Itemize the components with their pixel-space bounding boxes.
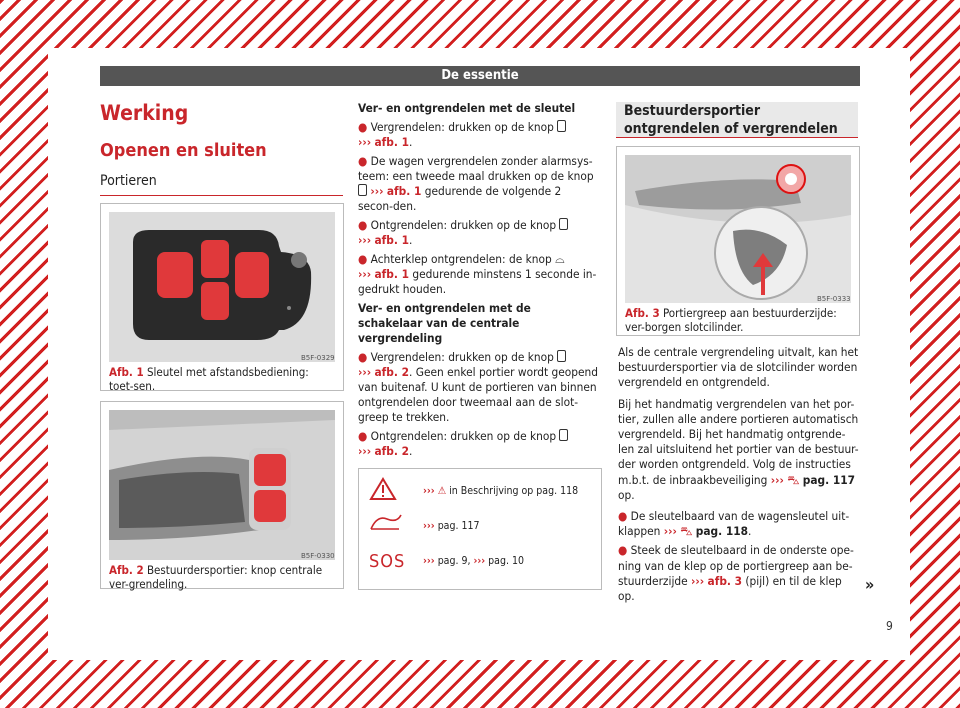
figure-2 bbox=[100, 401, 344, 589]
xref-link[interactable]: afb. 1 bbox=[386, 184, 422, 198]
paragraph-1: Als de centrale vergrendeling uitvalt, kan het bestuurdersportier via de slotcilinder worden vergrendeld en ontgrendeld. bbox=[618, 345, 859, 390]
continue-arrow-icon: » bbox=[865, 575, 875, 594]
figure-1-caption-text: Sleutel met afstandsbediening: toet-sen. bbox=[109, 365, 309, 393]
subsection-title: Portieren bbox=[100, 173, 157, 189]
figure-2-caption-text: Bestuurdersportier: knop centrale ver-grendeling. bbox=[109, 563, 323, 591]
tailgate-icon: ⌓ bbox=[555, 252, 565, 266]
page-number: 9 bbox=[886, 619, 893, 633]
xref-arrow: ››› bbox=[358, 365, 372, 379]
lock-key-icon bbox=[557, 350, 566, 362]
xref-arrow: ››› bbox=[663, 524, 677, 539]
paragraph-2: Bij het handmatig vergrendelen van het por-tier, zullen alle andere portieren automatisch vergrendeld. Bij het handmatig ontgrende-len zal uitsluitend het portier van de bestuur-der worden ontgrendeld. Volg de instructies m.b.t. de inbraakbeveiliging ››› ⛍ pag. 117 op. bbox=[618, 396, 859, 502]
bullet-central-unlock: ● Ontgrendelen: drukken op de knop ››› afb. 2. bbox=[358, 429, 598, 459]
column-3 bbox=[618, 345, 860, 608]
figure-1-image bbox=[109, 212, 335, 362]
subheading-key: Ver- en ontgrendelen met de sleutel bbox=[358, 101, 576, 115]
bullet-dot: ● bbox=[358, 429, 368, 443]
xref-link[interactable]: afb. 2 bbox=[374, 365, 409, 379]
unlock-key-icon bbox=[559, 218, 568, 230]
lock-key-icon bbox=[557, 120, 566, 132]
figure-1-caption bbox=[109, 365, 335, 393]
figure-3-image bbox=[625, 155, 851, 303]
section-title: Openen en sluiten bbox=[100, 140, 267, 161]
bullet-central-lock: ● Vergrendelen: drukken op de knop ››› afb. 2. Geen enkel portier wordt geopend van buitenaf. U kunt de portieren van binnen ontgrendelen door tweemaal aan de slot-greep te trekken. bbox=[358, 350, 599, 424]
figure-2-image bbox=[109, 410, 335, 560]
figure-1-code: B5F-0329 bbox=[301, 354, 335, 362]
warning-icon bbox=[369, 477, 397, 501]
reference-3: ››› pag. 9, ››› pag. 10 bbox=[423, 555, 524, 567]
xref-link[interactable]: afb. 1 bbox=[374, 267, 409, 281]
bullet-lock-no-alarm: ● De wagen vergrendelen zonder alarmsys-teem: een tweede maal drukken op de knop ››› afb. 1 gedurende de volgende 2 secon-den. bbox=[358, 154, 594, 213]
bullet-insert-key: ● Steek de sleutelbaard in de onderste ope-ning van de klep op de portiergreep aan be-stuurderzijde ››› afb. 3 (pijl) en til de klep op. bbox=[618, 543, 854, 604]
bullet-dot: ● bbox=[358, 252, 368, 266]
car-icon: ⛍ bbox=[787, 472, 800, 487]
xref-link[interactable]: afb. 1 bbox=[374, 233, 409, 247]
xref-link[interactable]: pag. 117 bbox=[802, 472, 856, 487]
column-2 bbox=[358, 101, 598, 463]
xref-link[interactable]: afb. 1 bbox=[374, 135, 409, 149]
reference-2: ››› pag. 117 bbox=[423, 520, 480, 532]
xref-arrow: ››› bbox=[358, 444, 372, 458]
sos-icon: SOS bbox=[369, 551, 406, 572]
bullet-lock: ● Vergrendelen: drukken op de knop ››› afb. 1. bbox=[358, 120, 598, 150]
bullet-dot: ● bbox=[618, 543, 628, 558]
xref-arrow: ››› bbox=[358, 135, 372, 149]
xref-arrow: ››› bbox=[358, 233, 372, 247]
bullet-dot: ● bbox=[358, 154, 368, 168]
environment-icon bbox=[369, 511, 405, 533]
xref-arrow: ››› bbox=[770, 472, 784, 487]
reference-1: ››› ⚠ in Beschrijving op pag. 118 bbox=[423, 485, 579, 497]
car-icon: ⛍ bbox=[680, 524, 693, 539]
xref-link[interactable]: pag. 118 bbox=[695, 524, 748, 539]
heading-rule bbox=[616, 137, 858, 138]
xref-link[interactable]: afb. 2 bbox=[374, 444, 409, 458]
figure-3-caption bbox=[625, 306, 851, 334]
bullet-dot: ● bbox=[358, 350, 368, 364]
bullet-fold-key: ● De sleutelbaard van de wagensleutel uit-klappen ››› ⛍ pag. 118. bbox=[618, 509, 850, 539]
subheading-central-lock: Ver- en ontgrendelen met de schakelaar van de centrale vergrendeling bbox=[358, 301, 531, 345]
figure-1 bbox=[100, 203, 344, 391]
figure-2-code: B5F-0330 bbox=[301, 552, 335, 560]
figure-2-label: Afb. 2 bbox=[109, 563, 144, 577]
figure-1-label: Afb. 1 bbox=[109, 365, 144, 379]
bullet-unlock: ● Ontgrendelen: drukken op de knop ››› afb. 1. bbox=[358, 218, 598, 248]
xref-arrow: ››› bbox=[370, 184, 384, 198]
unlock-key-icon bbox=[559, 429, 568, 441]
figure-3 bbox=[616, 146, 860, 336]
xref-link[interactable]: afb. 3 bbox=[707, 573, 743, 588]
warning-small-icon: ⚠ bbox=[437, 485, 447, 497]
bullet-dot: ● bbox=[358, 120, 368, 134]
bullet-dot: ● bbox=[618, 509, 628, 524]
figure-3-caption-text: Portiergreep aan bestuurderzijde: ver-borgen slotcilinder. bbox=[625, 306, 837, 334]
reference-box bbox=[358, 468, 602, 590]
xref-arrow: ››› bbox=[691, 573, 705, 588]
chapter-title: Werking bbox=[100, 101, 189, 125]
lock-key-icon bbox=[358, 184, 367, 196]
bullet-tailgate: ● Achterklep ontgrendelen: de knop ⌓ ››› afb. 1 gedurende minstens 1 seconde in-gedrukt houden. bbox=[358, 252, 597, 296]
figure-2-caption bbox=[109, 563, 335, 591]
section-header-bar: De essentie bbox=[100, 66, 860, 86]
figure-3-code: B5F-0333 bbox=[817, 295, 851, 303]
figure-3-label: Afb. 3 bbox=[625, 306, 660, 320]
section-heading-unlock: Bestuurdersportier ontgrendelen of vergrendelen bbox=[624, 103, 838, 137]
xref-arrow: ››› bbox=[358, 267, 372, 281]
heading-rule bbox=[100, 195, 343, 196]
bullet-dot: ● bbox=[358, 218, 368, 232]
